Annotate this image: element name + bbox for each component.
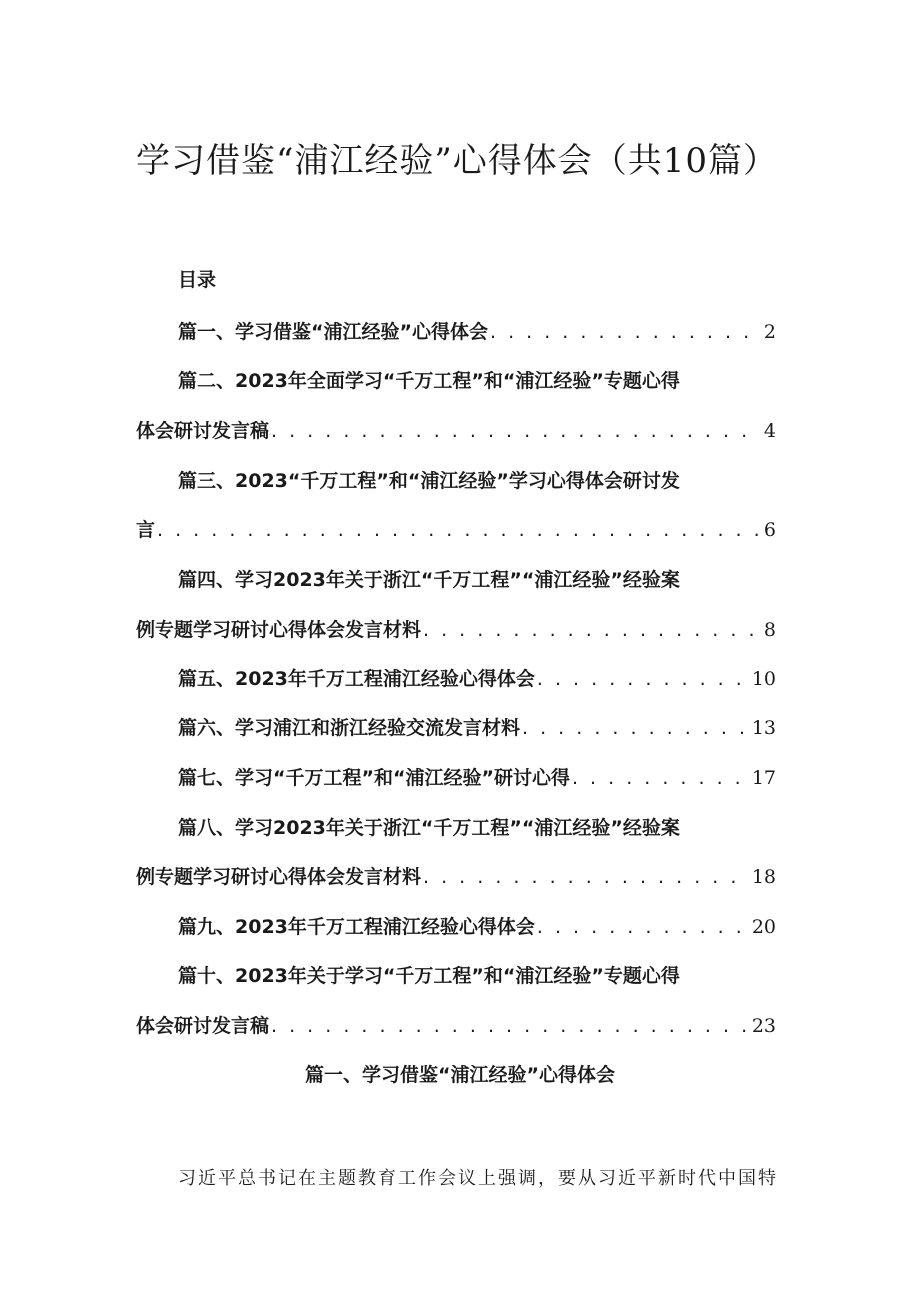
toc-entry-8-line2[interactable] <box>136 862 776 888</box>
toc-entry-9[interactable] <box>136 912 776 938</box>
toc-entry-title: 篇八、学习2023年关于浙江“千万工程”“浦江经验”经验案 <box>178 817 680 839</box>
toc-leader-dots <box>537 668 748 690</box>
toc-leader-dots <box>423 619 760 641</box>
toc-entry-title: 篇六、学习浦江和浙江经验交流发言材料 <box>178 717 521 739</box>
toc-entry-title: 篇一、学习借鉴“浦江经验”心得体会 <box>178 321 488 343</box>
toc-entry-7[interactable] <box>136 763 776 789</box>
toc-leader-dots <box>157 519 760 541</box>
toc-page-number: 17 <box>751 767 776 789</box>
toc-leader-dots <box>537 916 748 938</box>
toc-page-number: 4 <box>763 420 776 442</box>
toc-entry-10-line1[interactable] <box>136 961 776 987</box>
section-heading: 篇一、学习借鉴“浦江经验”心得体会 <box>305 1064 615 1086</box>
toc-entry-title: 篇二、2023年全面学习“千万工程”和“浦江经验”专题心得 <box>178 370 680 392</box>
toc-entry-title: 篇四、学习2023年关于浙江“千万工程”“浦江经验”经验案 <box>178 569 680 591</box>
toc-entry-title-cont: 言 <box>136 519 156 541</box>
toc-leader-dots <box>490 321 760 343</box>
toc-entry-title-cont: 体会研讨发言稿 <box>136 1015 270 1037</box>
toc-entry-5[interactable] <box>136 664 776 690</box>
toc-page-number: 13 <box>751 717 776 739</box>
toc-leader-dots <box>271 1015 748 1037</box>
toc-entry-3-line2[interactable] <box>136 515 776 541</box>
toc-entry-4-line1[interactable] <box>136 565 776 591</box>
toc-entry-3-line1[interactable] <box>136 466 776 492</box>
toc-entry-title: 篇九、2023年千万工程浦江经验心得体会 <box>178 916 535 938</box>
toc-page-number: 6 <box>763 519 776 541</box>
toc-leader-dots <box>271 420 760 442</box>
toc-entry-8-line1[interactable] <box>136 813 776 839</box>
toc-leader-dots <box>572 767 748 789</box>
document-title: 学习借鉴“浦江经验”心得体会（共10篇） <box>136 141 779 181</box>
toc-entry-6[interactable] <box>136 713 776 739</box>
toc-entry-2-line2[interactable] <box>136 416 776 442</box>
toc-entry-title-cont: 例专题学习研讨心得体会发言材料 <box>136 619 422 641</box>
toc-entry-title: 篇十、2023年关于学习“千万工程”和“浦江经验”专题心得 <box>178 965 680 987</box>
toc-leader-dots <box>522 717 748 739</box>
toc-entry-4-line2[interactable] <box>136 615 776 641</box>
toc-page-number: 20 <box>751 916 776 938</box>
toc-entry-title-cont: 例专题学习研讨心得体会发言材料 <box>136 866 422 888</box>
toc-entry-2-line1[interactable] <box>136 366 776 392</box>
toc-heading: 目录 <box>178 269 217 291</box>
body-paragraph: 习近平总书记在主题教育工作会议上强调，要从习近平新时代中国特 <box>178 1168 778 1189</box>
toc-entry-title: 篇七、学习“千万工程”和“浦江经验”研讨心得 <box>178 767 570 789</box>
toc-entry-title: 篇三、2023“千万工程”和“浦江经验”学习心得体会研讨发 <box>178 470 680 492</box>
toc-page-number: 2 <box>763 321 776 343</box>
toc-leader-dots <box>423 866 748 888</box>
toc-page-number: 18 <box>751 866 776 888</box>
toc-page-number: 10 <box>751 668 776 690</box>
toc-entry-title: 篇五、2023年千万工程浦江经验心得体会 <box>178 668 535 690</box>
toc-entry-10-line2[interactable] <box>136 1011 776 1037</box>
toc-entry-title-cont: 体会研讨发言稿 <box>136 420 270 442</box>
toc-page-number: 23 <box>751 1015 776 1037</box>
toc-entry-1[interactable] <box>136 317 776 343</box>
toc-page-number: 8 <box>763 619 776 641</box>
